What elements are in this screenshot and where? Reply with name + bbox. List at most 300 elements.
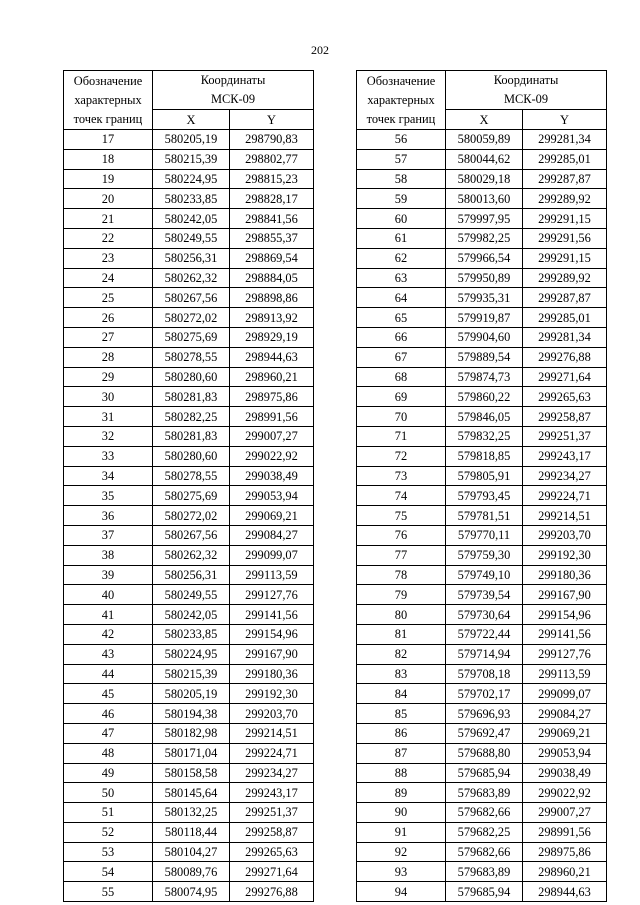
- x-coordinate-cell: 579749,10: [446, 565, 523, 585]
- table-row: [357, 664, 607, 684]
- y-coordinate-cell: 298884,05: [230, 268, 314, 288]
- table-row: [64, 624, 314, 644]
- x-coordinate-cell: 580029,18: [446, 169, 523, 189]
- table-row: [64, 605, 314, 625]
- x-coordinate-cell: 579739,54: [446, 585, 523, 605]
- y-coordinate-cell: 299167,90: [230, 644, 314, 664]
- x-coordinate-cell: 580275,69: [153, 486, 230, 506]
- x-coordinate-cell: 579904,60: [446, 327, 523, 347]
- x-coordinate-cell: 579722,44: [446, 624, 523, 644]
- point-designation-header: Обозначение характерных точек границ: [64, 71, 153, 130]
- y-coordinate-cell: 298975,86: [523, 842, 607, 862]
- y-coordinate-cell: 299113,59: [230, 565, 314, 585]
- table-row: [64, 228, 314, 248]
- point-number-cell: 39: [64, 565, 153, 585]
- y-coordinate-cell: 298975,86: [230, 387, 314, 407]
- x-coordinate-cell: 579692,47: [446, 723, 523, 743]
- y-coordinate-cell: 299265,63: [230, 842, 314, 862]
- y-coordinate-cell: 299251,37: [230, 803, 314, 823]
- y-coordinate-cell: 299038,49: [230, 466, 314, 486]
- y-coordinate-cell: 299180,36: [523, 565, 607, 585]
- x-coordinate-cell: 580278,55: [153, 466, 230, 486]
- y-coordinate-cell: 299007,27: [230, 426, 314, 446]
- y-coordinate-cell: 299289,92: [523, 189, 607, 209]
- table-row: [357, 565, 607, 585]
- y-coordinate-cell: 299069,21: [230, 506, 314, 526]
- point-number-cell: 49: [64, 763, 153, 783]
- table-row: [64, 704, 314, 724]
- x-coordinate-cell: 579685,94: [446, 763, 523, 783]
- coordinates-header: Координаты МСК-09: [153, 71, 314, 110]
- table-row: [64, 347, 314, 367]
- table-row: [64, 268, 314, 288]
- point-number-cell: 41: [64, 605, 153, 625]
- point-number-cell: 83: [357, 664, 446, 684]
- point-number-cell: 33: [64, 446, 153, 466]
- right-table-body: [357, 130, 607, 902]
- table-row: [64, 684, 314, 704]
- point-number-cell: 18: [64, 149, 153, 169]
- y-coordinate-cell: 299053,94: [523, 743, 607, 763]
- y-coordinate-cell: 299084,27: [230, 525, 314, 545]
- x-coordinate-cell: 580280,60: [153, 367, 230, 387]
- table-row: [357, 169, 607, 189]
- x-coordinate-cell: 580282,25: [153, 407, 230, 427]
- table-row: [64, 248, 314, 268]
- point-number-cell: 68: [357, 367, 446, 387]
- x-coordinate-cell: 580262,32: [153, 268, 230, 288]
- x-coordinate-cell: 580256,31: [153, 565, 230, 585]
- table-row: [64, 862, 314, 882]
- y-coordinate-cell: 299127,76: [230, 585, 314, 605]
- point-number-cell: 26: [64, 308, 153, 328]
- table-row: [357, 446, 607, 466]
- table-row: [64, 466, 314, 486]
- point-number-cell: 47: [64, 723, 153, 743]
- y-coordinate-cell: 298960,21: [523, 862, 607, 882]
- table-row: [64, 367, 314, 387]
- y-column-header: Y: [230, 110, 314, 130]
- y-coordinate-cell: 298898,86: [230, 288, 314, 308]
- table-row: [64, 407, 314, 427]
- point-number-cell: 25: [64, 288, 153, 308]
- y-coordinate-cell: 299084,27: [523, 704, 607, 724]
- x-coordinate-cell: 580215,39: [153, 664, 230, 684]
- table-row: [357, 308, 607, 328]
- y-coordinate-cell: 299192,30: [230, 684, 314, 704]
- point-number-cell: 88: [357, 763, 446, 783]
- table-row: [64, 743, 314, 763]
- y-coordinate-cell: 298802,77: [230, 149, 314, 169]
- point-number-cell: 74: [357, 486, 446, 506]
- x-coordinate-cell: 580194,38: [153, 704, 230, 724]
- point-number-cell: 27: [64, 327, 153, 347]
- x-column-header: X: [446, 110, 523, 130]
- table-row: [64, 545, 314, 565]
- x-coordinate-cell: 579793,45: [446, 486, 523, 506]
- point-number-cell: 58: [357, 169, 446, 189]
- y-coordinate-cell: 299287,87: [523, 288, 607, 308]
- point-number-cell: 42: [64, 624, 153, 644]
- table-row: [64, 130, 314, 150]
- point-number-cell: 48: [64, 743, 153, 763]
- table-row: [357, 842, 607, 862]
- point-number-cell: 71: [357, 426, 446, 446]
- table-row: [64, 189, 314, 209]
- y-coordinate-cell: 298944,63: [523, 882, 607, 902]
- y-column-header: Y: [523, 110, 607, 130]
- point-number-cell: 63: [357, 268, 446, 288]
- x-coordinate-cell: 580205,19: [153, 130, 230, 150]
- point-number-cell: 35: [64, 486, 153, 506]
- point-number-cell: 40: [64, 585, 153, 605]
- y-coordinate-cell: 299285,01: [523, 149, 607, 169]
- point-number-cell: 76: [357, 525, 446, 545]
- y-coordinate-cell: 299099,07: [230, 545, 314, 565]
- table-row: [357, 644, 607, 664]
- x-coordinate-cell: 580233,85: [153, 189, 230, 209]
- x-coordinate-cell: 579846,05: [446, 407, 523, 427]
- point-number-cell: 64: [357, 288, 446, 308]
- x-coordinate-cell: 580145,64: [153, 783, 230, 803]
- y-coordinate-cell: 299141,56: [523, 624, 607, 644]
- x-coordinate-cell: 580104,27: [153, 842, 230, 862]
- x-coordinate-cell: 579919,87: [446, 308, 523, 328]
- table-row: [357, 149, 607, 169]
- x-coordinate-cell: 579874,73: [446, 367, 523, 387]
- x-coordinate-cell: 580118,44: [153, 822, 230, 842]
- point-number-cell: 82: [357, 644, 446, 664]
- x-coordinate-cell: 579950,89: [446, 268, 523, 288]
- table-row: [357, 426, 607, 446]
- table-row: [357, 367, 607, 387]
- point-number-cell: 17: [64, 130, 153, 150]
- x-coordinate-cell: 580280,60: [153, 446, 230, 466]
- table-row: [64, 308, 314, 328]
- point-number-cell: 77: [357, 545, 446, 565]
- point-number-cell: 43: [64, 644, 153, 664]
- x-coordinate-cell: 580281,83: [153, 387, 230, 407]
- table-row: [64, 585, 314, 605]
- table-row: [357, 486, 607, 506]
- coordinates-table-left: [63, 70, 314, 902]
- point-number-cell: 59: [357, 189, 446, 209]
- y-coordinate-cell: 299127,76: [523, 644, 607, 664]
- y-coordinate-cell: 299167,90: [523, 585, 607, 605]
- table-row: [64, 803, 314, 823]
- y-coordinate-cell: 299285,01: [523, 308, 607, 328]
- page-number: 202: [311, 43, 329, 57]
- y-coordinate-cell: 299243,17: [523, 446, 607, 466]
- point-number-cell: 29: [64, 367, 153, 387]
- x-coordinate-cell: 580171,04: [153, 743, 230, 763]
- x-coordinate-cell: 579702,17: [446, 684, 523, 704]
- x-coordinate-cell: 580242,05: [153, 605, 230, 625]
- x-coordinate-cell: 579683,89: [446, 783, 523, 803]
- y-coordinate-cell: 299291,15: [523, 209, 607, 229]
- table-row: [64, 644, 314, 664]
- point-number-cell: 78: [357, 565, 446, 585]
- table-row: [64, 446, 314, 466]
- y-coordinate-cell: 298991,56: [523, 822, 607, 842]
- point-number-cell: 66: [357, 327, 446, 347]
- table-row: [64, 149, 314, 169]
- table-row: [64, 763, 314, 783]
- x-coordinate-cell: 579682,66: [446, 842, 523, 862]
- table-row: [64, 565, 314, 585]
- point-number-cell: 94: [357, 882, 446, 902]
- y-coordinate-cell: 298828,17: [230, 189, 314, 209]
- point-number-cell: 46: [64, 704, 153, 724]
- point-number-cell: 62: [357, 248, 446, 268]
- y-coordinate-cell: 299069,21: [523, 723, 607, 743]
- x-coordinate-cell: 580256,31: [153, 248, 230, 268]
- x-coordinate-cell: 579889,54: [446, 347, 523, 367]
- y-coordinate-cell: 299224,71: [230, 743, 314, 763]
- table-row: [357, 248, 607, 268]
- x-coordinate-cell: 579935,31: [446, 288, 523, 308]
- point-number-cell: 56: [357, 130, 446, 150]
- table-row: [357, 228, 607, 248]
- point-number-cell: 44: [64, 664, 153, 684]
- point-number-cell: 67: [357, 347, 446, 367]
- table-row: [357, 585, 607, 605]
- point-number-cell: 60: [357, 209, 446, 229]
- x-coordinate-cell: 579832,25: [446, 426, 523, 446]
- y-coordinate-cell: 298855,37: [230, 228, 314, 248]
- y-coordinate-cell: 299203,70: [523, 525, 607, 545]
- x-coordinate-cell: 579708,18: [446, 664, 523, 684]
- y-coordinate-cell: 299291,15: [523, 248, 607, 268]
- point-number-cell: 28: [64, 347, 153, 367]
- x-coordinate-cell: 580281,83: [153, 426, 230, 446]
- y-coordinate-cell: 299053,94: [230, 486, 314, 506]
- point-number-cell: 69: [357, 387, 446, 407]
- table-row: [357, 684, 607, 704]
- y-coordinate-cell: 299234,27: [523, 466, 607, 486]
- point-number-cell: 75: [357, 506, 446, 526]
- y-coordinate-cell: 299022,92: [230, 446, 314, 466]
- point-number-cell: 73: [357, 466, 446, 486]
- table-row: [357, 268, 607, 288]
- point-number-cell: 32: [64, 426, 153, 446]
- point-number-cell: 31: [64, 407, 153, 427]
- point-number-cell: 30: [64, 387, 153, 407]
- x-coordinate-cell: 580215,39: [153, 149, 230, 169]
- y-coordinate-cell: 299214,51: [523, 506, 607, 526]
- table-row: [357, 209, 607, 229]
- x-coordinate-cell: 580272,02: [153, 506, 230, 526]
- point-number-cell: 45: [64, 684, 153, 704]
- x-coordinate-cell: 579781,51: [446, 506, 523, 526]
- point-number-cell: 50: [64, 783, 153, 803]
- table-row: [357, 803, 607, 823]
- y-coordinate-cell: 299265,63: [523, 387, 607, 407]
- x-coordinate-cell: 580224,95: [153, 169, 230, 189]
- y-coordinate-cell: 299022,92: [523, 783, 607, 803]
- point-number-cell: 21: [64, 209, 153, 229]
- x-coordinate-cell: 580275,69: [153, 327, 230, 347]
- table-row: [357, 407, 607, 427]
- y-coordinate-cell: 299291,56: [523, 228, 607, 248]
- x-coordinate-cell: 579682,66: [446, 803, 523, 823]
- table-row: [357, 605, 607, 625]
- y-coordinate-cell: 298841,56: [230, 209, 314, 229]
- y-coordinate-cell: 299276,88: [523, 347, 607, 367]
- point-number-cell: 93: [357, 862, 446, 882]
- point-number-cell: 81: [357, 624, 446, 644]
- y-coordinate-cell: 298913,92: [230, 308, 314, 328]
- y-coordinate-cell: 299276,88: [230, 882, 314, 902]
- point-number-cell: 92: [357, 842, 446, 862]
- y-coordinate-cell: 299154,96: [523, 605, 607, 625]
- x-coordinate-cell: 579818,85: [446, 446, 523, 466]
- x-coordinate-cell: 580267,56: [153, 288, 230, 308]
- x-column-header: X: [153, 110, 230, 130]
- table-row: [64, 723, 314, 743]
- x-coordinate-cell: 579685,94: [446, 882, 523, 902]
- point-number-cell: 24: [64, 268, 153, 288]
- table-row: [357, 743, 607, 763]
- point-number-cell: 37: [64, 525, 153, 545]
- table-row: [357, 545, 607, 565]
- x-coordinate-cell: 579759,30: [446, 545, 523, 565]
- point-number-cell: 90: [357, 803, 446, 823]
- point-number-cell: 34: [64, 466, 153, 486]
- table-row: [357, 822, 607, 842]
- x-coordinate-cell: 579982,25: [446, 228, 523, 248]
- x-coordinate-cell: 580074,95: [153, 882, 230, 902]
- y-coordinate-cell: 298869,54: [230, 248, 314, 268]
- table-row: [357, 763, 607, 783]
- x-coordinate-cell: 580182,98: [153, 723, 230, 743]
- x-coordinate-cell: 580233,85: [153, 624, 230, 644]
- point-number-cell: 89: [357, 783, 446, 803]
- left-table-body: [64, 130, 314, 902]
- y-coordinate-cell: 299180,36: [230, 664, 314, 684]
- point-number-cell: 91: [357, 822, 446, 842]
- y-coordinate-cell: 298815,23: [230, 169, 314, 189]
- table-row: [357, 466, 607, 486]
- table-row: [64, 426, 314, 446]
- x-coordinate-cell: 579966,54: [446, 248, 523, 268]
- x-coordinate-cell: 579696,93: [446, 704, 523, 724]
- y-coordinate-cell: 299289,92: [523, 268, 607, 288]
- table-row: [64, 387, 314, 407]
- table-row: [64, 783, 314, 803]
- x-coordinate-cell: 580044,62: [446, 149, 523, 169]
- point-number-cell: 51: [64, 803, 153, 823]
- x-coordinate-cell: 579770,11: [446, 525, 523, 545]
- x-coordinate-cell: 580278,55: [153, 347, 230, 367]
- x-coordinate-cell: 579860,22: [446, 387, 523, 407]
- y-coordinate-cell: 299154,96: [230, 624, 314, 644]
- table-row: [64, 525, 314, 545]
- point-number-cell: 52: [64, 822, 153, 842]
- point-number-cell: 86: [357, 723, 446, 743]
- y-coordinate-cell: 299251,37: [523, 426, 607, 446]
- table-row: [357, 882, 607, 902]
- y-coordinate-cell: 298944,63: [230, 347, 314, 367]
- table-row: [357, 189, 607, 209]
- table-row: [64, 842, 314, 862]
- table-row: [64, 506, 314, 526]
- y-coordinate-cell: 299287,87: [523, 169, 607, 189]
- point-number-cell: 54: [64, 862, 153, 882]
- table-row: [64, 822, 314, 842]
- y-coordinate-cell: 298991,56: [230, 407, 314, 427]
- y-coordinate-cell: 299099,07: [523, 684, 607, 704]
- point-number-cell: 23: [64, 248, 153, 268]
- y-coordinate-cell: 299192,30: [523, 545, 607, 565]
- point-number-cell: 22: [64, 228, 153, 248]
- x-coordinate-cell: 580089,76: [153, 862, 230, 882]
- table-row: [357, 387, 607, 407]
- point-number-cell: 72: [357, 446, 446, 466]
- table-row: [64, 486, 314, 506]
- x-coordinate-cell: 579714,94: [446, 644, 523, 664]
- point-number-cell: 84: [357, 684, 446, 704]
- point-number-cell: 65: [357, 308, 446, 328]
- point-number-cell: 87: [357, 743, 446, 763]
- y-coordinate-cell: 298929,19: [230, 327, 314, 347]
- y-coordinate-cell: 299258,87: [230, 822, 314, 842]
- coordinates-table-right: [356, 70, 607, 902]
- x-coordinate-cell: 580262,32: [153, 545, 230, 565]
- table-row: [64, 664, 314, 684]
- point-number-cell: 38: [64, 545, 153, 565]
- x-coordinate-cell: 580013,60: [446, 189, 523, 209]
- point-number-cell: 57: [357, 149, 446, 169]
- x-coordinate-cell: 580224,95: [153, 644, 230, 664]
- point-number-cell: 20: [64, 189, 153, 209]
- y-coordinate-cell: 299203,70: [230, 704, 314, 724]
- table-row: [357, 327, 607, 347]
- x-coordinate-cell: 579997,95: [446, 209, 523, 229]
- x-coordinate-cell: 580158,58: [153, 763, 230, 783]
- point-number-cell: 61: [357, 228, 446, 248]
- table-row: [64, 327, 314, 347]
- table-row: [64, 209, 314, 229]
- x-coordinate-cell: 580267,56: [153, 525, 230, 545]
- y-coordinate-cell: 299281,34: [523, 130, 607, 150]
- y-coordinate-cell: 299281,34: [523, 327, 607, 347]
- point-number-cell: 36: [64, 506, 153, 526]
- table-row: [357, 130, 607, 150]
- y-coordinate-cell: 299224,71: [523, 486, 607, 506]
- point-designation-header: Обозначение характерных точек границ: [357, 71, 446, 130]
- y-coordinate-cell: 299007,27: [523, 803, 607, 823]
- table-row: [64, 288, 314, 308]
- y-coordinate-cell: 299113,59: [523, 664, 607, 684]
- y-coordinate-cell: 299038,49: [523, 763, 607, 783]
- point-number-cell: 55: [64, 882, 153, 902]
- x-coordinate-cell: 580132,25: [153, 803, 230, 823]
- x-coordinate-cell: 579683,89: [446, 862, 523, 882]
- y-coordinate-cell: 299243,17: [230, 783, 314, 803]
- y-coordinate-cell: 299258,87: [523, 407, 607, 427]
- point-number-cell: 85: [357, 704, 446, 724]
- x-coordinate-cell: 579688,80: [446, 743, 523, 763]
- x-coordinate-cell: 579682,25: [446, 822, 523, 842]
- point-number-cell: 53: [64, 842, 153, 862]
- table-row: [64, 882, 314, 902]
- table-row: [357, 723, 607, 743]
- table-row: [357, 506, 607, 526]
- point-number-cell: 80: [357, 605, 446, 625]
- point-number-cell: 19: [64, 169, 153, 189]
- table-row: [357, 783, 607, 803]
